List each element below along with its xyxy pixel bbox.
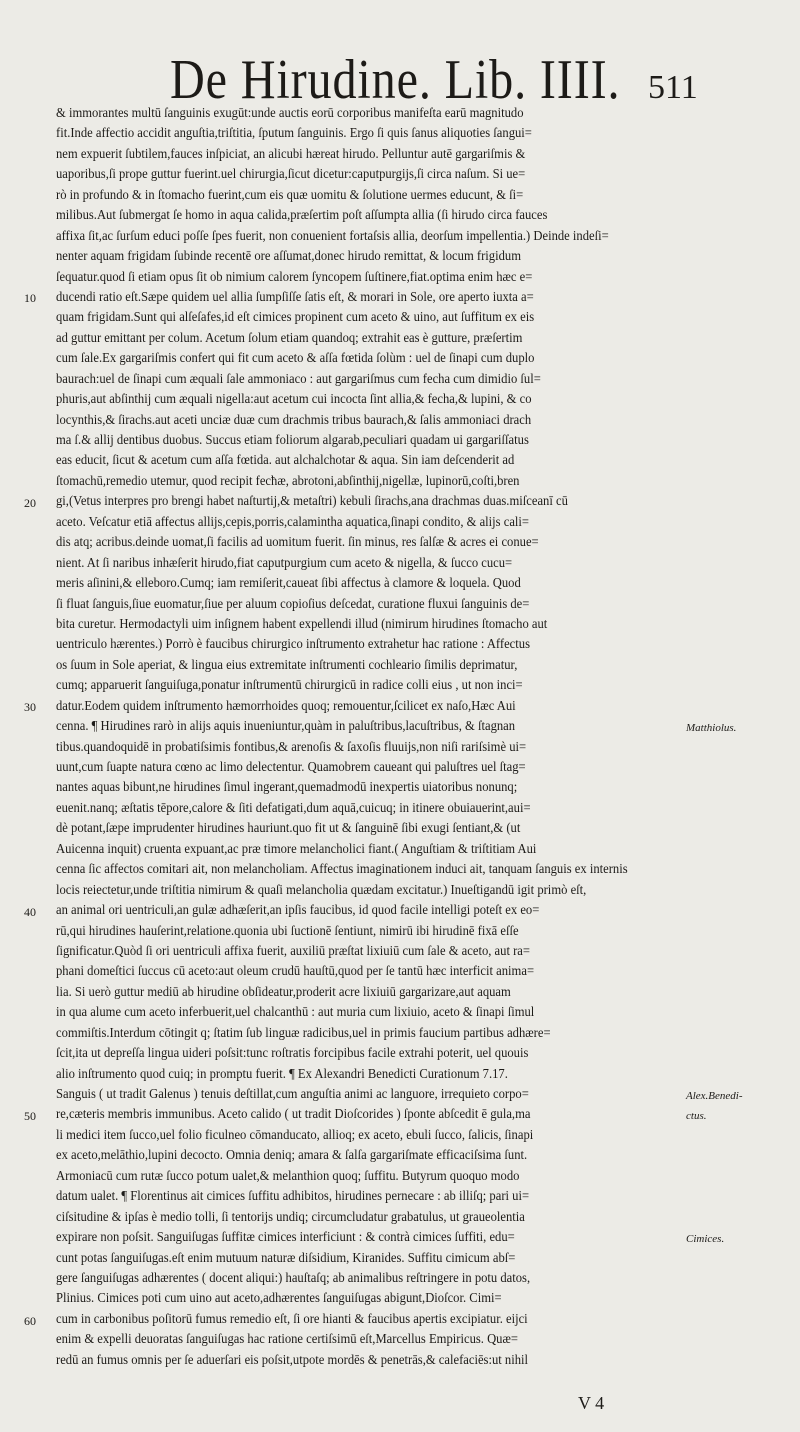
text-line: phuris,aut abſinthij cum æquali nigella:aut acetum cui incocta ſint allia,& fecha,& lupini, & co <box>56 392 532 408</box>
text-line: locynthis,& ſirachs.aut aceti unciæ duæ cum drachmis tribus baurach,& ſalis ammoniaci drach <box>56 412 532 428</box>
text-line: locis reiectetur,unde triſtitia nimirum & quaſi melancholia quædam excitatur.) Inueſtigandū igit primò eſt, <box>56 882 587 898</box>
marginal-note: Matthiolus. <box>686 721 737 734</box>
text-line: ma ſ.& allij dentibus duobus. Succus etiam foliorum algarab,peculiari quadam ui gargariſſatus <box>56 433 529 448</box>
text-line: nem expuerit ſubtilem,fauces inſpiciat, an alicubi hæreat hirudo. Pelluntur autē gargariſmis & <box>56 146 526 162</box>
text-line: ſi fluat ſanguis,ſiue euomatur,ſiue per aluum copioſius deſcedat, curatione fluxui ſanguinis de= <box>56 596 530 612</box>
text-line: ſequatur.quod ſi etiam opus ſit ob nimium calorem ſyncopem ſuſtinere,fiat.optima enim hæc e= <box>56 269 533 285</box>
line-number: 10 <box>24 291 36 306</box>
text-line: fit.Inde affectio accidit anguſtia,triſtitia, ſputum ſanguinis. Ergo ſi quis ſanus aliquoties ſangui= <box>56 126 532 142</box>
text-line: rò in profundo & in ſtomacho fuerint,cum eis quæ uomitu & ſolutione uermes educunt, & ſi= <box>56 187 524 203</box>
text-line: nenter aquam frigidam ſubinde recentē ore aſſumat,donec hirudo remittat, & locum frigidum <box>56 249 522 265</box>
text-line: re,cæteris membris immunibus. Aceto calido ( ut tradit Dioſcorides ) ſponte abſcedit ē gula,ma <box>56 1107 531 1123</box>
text-line: cum in carbonibus poſitorū fumus remedio eſt, ſi ore hianti & faucibus apertis excipiatur. eijci <box>56 1311 528 1327</box>
text-line: quam frigidam.Sunt qui alſeſafes,id eſt cimices propinent cum aceto & uino, aut ſuffitum ex eis <box>56 310 535 326</box>
line-number: 30 <box>24 700 36 715</box>
text-line: affixa ſit,ac ſurſum educi poſſe ſpes fuerit, non conuenient fortaſsis allia, deorſum impellentia.) Deinde indeſi= <box>56 228 609 244</box>
text-line: enim & expelli deuoratas ſanguiſugas hac ratione certiſsimū eſt,Marcellus Empiricus. Quæ= <box>56 1332 518 1348</box>
text-line: Armoniacū cum rutæ ſucco potum ualet,& melanthion quoq; ſuffitu. Butyrum quoquo modo <box>56 1168 520 1184</box>
line-number: 40 <box>24 904 36 919</box>
text-line: gi,(Vetus interpres pro brengi habet naſturtij,& metaſtri) kebuli ſirachs,ana drachmas duas.miſceanī cū <box>56 494 568 510</box>
text-line: euenit.nanq; æſtatis tēpore,calore & ſiti defatigati,dum aquā,cuicuq; in itinere obuiauerint,aui= <box>56 800 531 816</box>
text-line: an animal ori uentriculi,an gulæ adhæſerit,an ipſis faucibus, id quod facile intelligi poteſt ex eo= <box>56 903 540 919</box>
text-line: dis atq; acribus.deinde uomat,ſi facilis ad uomitum fuerit. ſin minus, res ſalſæ & acres ei conue= <box>56 535 539 551</box>
marginal-note: ctus. <box>686 1110 707 1123</box>
text-line: ſcit,ita ut depreſſa lingua uideri poſsit:tunc roſtratis forcipibus facile extrahi poterit, uel quouis <box>56 1046 529 1062</box>
text-line: os ſuum in Sole aperiat, & lingua eius extremitate inſtrumenti cochleario ſimilis deprimatur, <box>56 657 518 673</box>
text-line: datum ualet. ¶ Florentinus ait cimices ſuffitu adhibitos, hirudines pernecare : ab illiſq; pari ui= <box>56 1189 530 1205</box>
text-line: cenna. ¶ Hirudines rarò in alijs aquis inueniuntur,quàm in paluſtribus,lacuſtribus, & ſtagnan <box>56 719 516 735</box>
text-line: bita curetur. Hermodactyli uim inſignem habent expellendi illud (nimirum hirudines ſtomacho aut <box>56 616 548 632</box>
text-line: uentriculo hærentes.) Porrò è faucibus chirurgico inſtrumento extrahetur hac ratione : Affectus <box>56 637 530 653</box>
text-line: li medici item ſucco,uel folio ficulneo cōmanducato, allioq; ex aceto, ebuli ſucco, ſalicis, ſinapi <box>56 1127 534 1143</box>
text-line: nient. At ſi naribus inhæſerit hirudo,fiat caputpurgium cum aceto & nigella, & ſucco cucu= <box>56 555 513 571</box>
text-line: Sanguis ( ut tradit Galenus ) tenuis deſtillat,cum anguſtia animi ac languore, irrequieto corpo= <box>56 1087 529 1102</box>
text-line: ducendi ratio eſt.Sæpe quidem uel allia ſumpſiſſe ſatis eſt, & morari in Sole, ore aperto iuxta a= <box>56 289 534 305</box>
text-line: cumq; apparuerit ſanguiſuga,ponatur inſtrumentū chirurgicū in radice colli eius , ut non inci= <box>56 678 523 694</box>
text-line: dè potant,ſæpe imprudenter hirudines hauriunt.quo fit ut & ſanguinē ſibi exugi ſentiant,& (ut <box>56 821 521 837</box>
running-title: De Hirudine. Lib. IIII. <box>170 49 621 111</box>
text-line: ſtomachū,remedio utemur, quod recipit fecħæ, abrotoni,abſinthij,nigellæ, lupinorū,coſti,bren <box>56 473 520 489</box>
text-line: alio inſtrumento quod cuiq; in promptu fuerit. ¶ Ex Alexandri Benedicti Curationum 7.17. <box>56 1066 508 1082</box>
text-line: phani domeſtici ſuccus cū aceto:aut oleum crudū hauſtū,quod per ſe tantū hæc interficit anima= <box>56 964 535 980</box>
line-number: 20 <box>24 495 36 510</box>
text-line: lia. Si uerò guttur mediū ab hirudine obſideatur,proderit acre lixiuiū gargarizare,aut aquam <box>56 984 511 1000</box>
text-line: baurach:uel de ſinapi cum æquali ſale ammoniaco : aut gargariſmus cum fecha cum dimidio ſul= <box>56 371 541 387</box>
text-line: Auicenna inquit) cruenta expuant,ac præ timore melancholici fiant.( Anguſtiam & triſtitiam Aui <box>56 841 537 857</box>
text-line: datur.Eodem quidem inſtrumento hæmorrhoides quoq; remouentur,ſcilicet ex naſo,Hæc Aui <box>56 698 516 714</box>
folio-number: 511 <box>648 69 698 106</box>
marginal-note: Alex.Benedi- <box>686 1089 743 1102</box>
marginal-note: Cimices. <box>686 1232 725 1245</box>
text-line: & immorantes multū ſanguinis exugūt:unde auctis eorū corporibus manifeſta earū magnitudo <box>56 106 524 121</box>
line-number: 60 <box>24 1313 36 1328</box>
signature-mark: V 4 <box>578 1393 605 1413</box>
text-line: Plinius. Cimices poti cum uino aut aceto,adhærentes ſanguiſugas abigunt,Dioſcor. Cimi= <box>56 1291 502 1307</box>
text-line: aceto. Veſcatur etiā affectus allijs,cepis,porris,calamintha aquatica,ſinapi condito, & alijs cali= <box>56 514 530 530</box>
text-line: milibus.Aut ſubmergat ſe homo in aqua calida,præſertim poſt aſſumpta allia (ſi hirudo circa fauces <box>56 208 548 224</box>
text-line: meris aſinini,& elleboro.Cumq; iam remiſerit,caueat ſibi affectus à clamore & loquela. Quod <box>56 576 521 592</box>
text-line: rū,qui hirudines hauſerint,relatione.quonia ubi ſuctionē ſentiunt, nimirū ibi hirudinē fixā eſſe <box>56 923 519 939</box>
text-line: uaporibus,ſi prope guttur fuerint.uel chirurgia,ſicut dicetur:caputpurgijs,ſi circa naſum. Si ue= <box>56 167 526 183</box>
text-line: cenna ſic affectos comitari ait, non melancholiam. Affectus imaginationem induci ait, tanquam ſanguis ex internis <box>56 862 628 878</box>
text-line: tibus.quandoquidē in probatiſsimis fontibus,& arenoſis & ſaxoſis fluuijs,non niſi rariſsimè ui= <box>56 739 527 755</box>
text-line: cum ſale.Ex gargariſmis confert qui fit cum aceto & aſſa fœtida ſolùm : uel de ſinapi cum duplo <box>56 351 535 367</box>
text-line: ad guttur emittant per colum. Acetum ſolum etiam quandoq; extrahit eas è gutture, præſertim <box>56 330 523 346</box>
text-line: uunt,cum ſuapte natura cœno ac limo delectentur. Quamobrem caueant qui paluſtres uel ſtag= <box>56 760 526 775</box>
line-number: 50 <box>24 1109 36 1124</box>
text-line: gere ſanguiſugas adhærentes ( docent aliqui:) hauſtaſq; ab animalibus reſtringere in potu datos, <box>56 1270 531 1286</box>
text-line: eas educit, ſicut & acetum cum aſſa fœtida. aut alchalchotar & aqua. Sin iam deſcenderit ad <box>56 453 515 469</box>
text-line: cunt potas ſanguiſugas.eſt enim mutuum naturæ diſsidium, Kiranides. Suffitu cimicum abſ= <box>56 1250 516 1266</box>
text-line: ſignificatur.Quòd ſi ori uentriculi affixa fuerit, auxiliū præſtat lixiuiū cum ſale & aceto, aut ra= <box>56 943 530 959</box>
text-line: redū an fumus omnis per ſe aduerſari eis poſsit,utpote mordēs & penetrās,& calefaciēs:ut nihil <box>56 1352 529 1368</box>
text-line: in qua alume cum aceto inferbuerit,uel chalcanthū : aut muria cum lixiuio, aceto & ſinapi ſimul <box>56 1005 535 1021</box>
text-line: ex aceto,melāthio,lupini decocto. Omnia deniq; amara & ſalſa gargariſmate efficaciſsima ſunt. <box>56 1148 528 1164</box>
body-text-block <box>56 104 680 1371</box>
text-line: commiſtis.Interdum cōtingit q; ſtatim ſub linguæ radicibus,uel in primis faucium partibus adhære= <box>56 1025 551 1041</box>
text-line: ciſsitudine & ipſas è medio tolli, ſi tentorijs undiq; circumcludatur grabatulus, ut graueolentia <box>56 1209 525 1225</box>
text-line: expirare non poſsit. Sanguiſugas ſuffitæ cimices interficiunt : & contrà cimices ſuffiti, edu= <box>56 1230 515 1246</box>
text-line: nantes aquas bibunt,ne hirudines ſimul ingerant,quemadmodū inexpertis uiatoribus nonunq; <box>56 780 518 796</box>
